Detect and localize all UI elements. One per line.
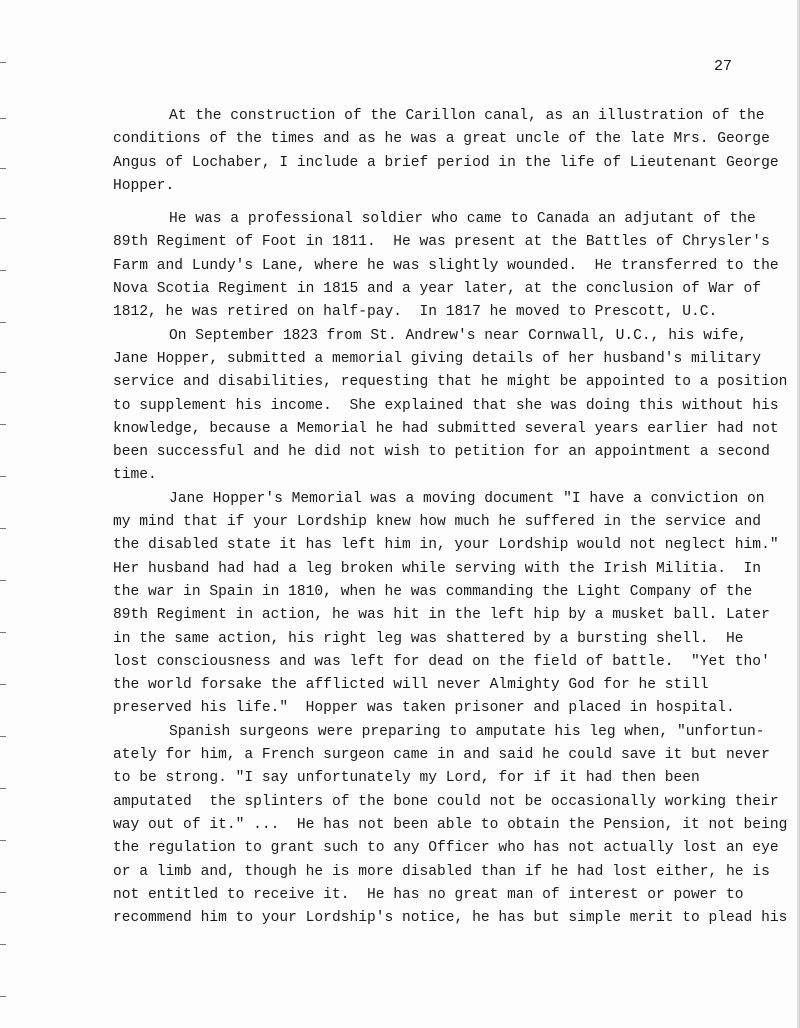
text-line: knowledge, because a Memorial he had submitted several years earlier had not <box>113 420 779 437</box>
margin-tick <box>0 218 6 219</box>
margin-tick <box>0 944 6 945</box>
margin-tick <box>0 580 6 581</box>
margin-tick <box>0 372 6 373</box>
text-line: not entitled to receive it. He has no great man of interest or power to <box>113 886 744 903</box>
paragraph <box>113 325 788 488</box>
page-number: 27 <box>713 58 732 75</box>
text-line: 89th Regiment in action, he was hit in the left hip by a musket ball. Later <box>113 607 770 624</box>
body-text <box>113 105 788 930</box>
text-line: Jane Hopper's Memorial was a moving document "I have a conviction on <box>169 490 765 507</box>
text-line: recommend him to your Lordship's notice, he has but simple merit to plead his <box>113 910 788 927</box>
text-line: amputated the splinters of the bone could not be occasionally working their <box>113 793 779 810</box>
paragraph <box>113 105 779 198</box>
margin-tick <box>0 62 6 63</box>
margin-tick <box>0 168 6 169</box>
margin-tick <box>0 892 6 893</box>
text-line: 1812, he was retired on half-pay. In 1817 he moved to Prescott, U.C. <box>113 304 718 321</box>
text-line: the regulation to grant such to any Officer who has not actually lost an eye <box>113 840 779 857</box>
text-line: 89th Regiment of Foot in 1811. He was present at the Battles of Chrysler's <box>113 234 770 251</box>
text-line: Angus of Lochaber, I include a brief period in the life of Lieutenant George <box>113 154 779 171</box>
margin-tick <box>0 788 6 789</box>
margin-tick <box>0 736 6 737</box>
paragraph <box>113 488 779 721</box>
margin-tick <box>0 996 6 997</box>
left-margin-marks <box>0 0 10 1028</box>
text-line: ately for him, a French surgeon came in and said he could save it but never <box>113 747 770 764</box>
margin-tick <box>0 118 6 119</box>
text-line: He was a professional soldier who came to Canada an adjutant of the <box>169 211 756 228</box>
text-line: time. <box>113 467 157 484</box>
margin-tick <box>0 684 6 685</box>
text-line: Nova Scotia Regiment in 1815 and a year later, at the conclusion of War of <box>113 281 762 298</box>
text-line: the disabled state it has left him in, your Lordship would not neglect him." <box>113 537 779 554</box>
text-line: Farm and Lundy's Lane, where he was slightly wounded. He transferred to the <box>113 257 779 274</box>
text-line: or a limb and, though he is more disabled than if he had lost either, he is <box>113 863 770 880</box>
text-line: On September 1823 from St. Andrew's near Cornwall, U.C., his wife, <box>169 327 748 344</box>
text-line: the war in Spain in 1810, when he was commanding the Light Company of the <box>113 583 753 600</box>
paragraph <box>113 721 788 931</box>
text-line: Spanish surgeons were preparing to amputate his leg when, "unfortun- <box>169 723 765 740</box>
text-line: to supplement his income. She explained that she was doing this without his <box>113 397 779 414</box>
text-line: been successful and he did not wish to petition for an appointment a second <box>113 444 770 461</box>
text-line: Hopper. <box>113 177 175 194</box>
margin-tick <box>0 632 6 633</box>
text-line: preserved his life." Hopper was taken prisoner and placed in hospital. <box>113 700 735 717</box>
text-line: lost consciousness and was left for dead on the field of battle. "Yet tho' <box>113 653 770 670</box>
text-line: conditions of the times and as he was a great uncle of the late Mrs. George <box>113 131 770 148</box>
text-line: Her husband had had a leg broken while serving with the Irish Militia. In <box>113 560 762 577</box>
margin-tick <box>0 424 6 425</box>
margin-tick <box>0 840 6 841</box>
text-line: to be strong. "I say unfortunately my Lord, for if it had then been <box>113 770 700 787</box>
text-line: At the construction of the Carillon canal, as an illustration of the <box>169 108 765 124</box>
text-line: the world forsake the afflicted will never Almighty God for he still <box>113 677 709 694</box>
margin-tick <box>0 476 6 477</box>
text-line: way out of it." ... He has not been able to obtain the Pension, it not being <box>113 816 788 833</box>
paragraph <box>113 208 779 324</box>
text-line: my mind that if your Lordship knew how much he suffered in the service and <box>113 514 762 531</box>
margin-tick <box>0 322 6 323</box>
text-line: Jane Hopper, submitted a memorial giving details of her husband's military <box>113 350 762 367</box>
margin-tick <box>0 528 6 529</box>
margin-tick <box>0 270 6 271</box>
text-line: in the same action, his right leg was shattered by a bursting shell. He <box>113 630 744 647</box>
text-line: service and disabilities, requesting that he might be appointed to a position <box>113 374 788 391</box>
